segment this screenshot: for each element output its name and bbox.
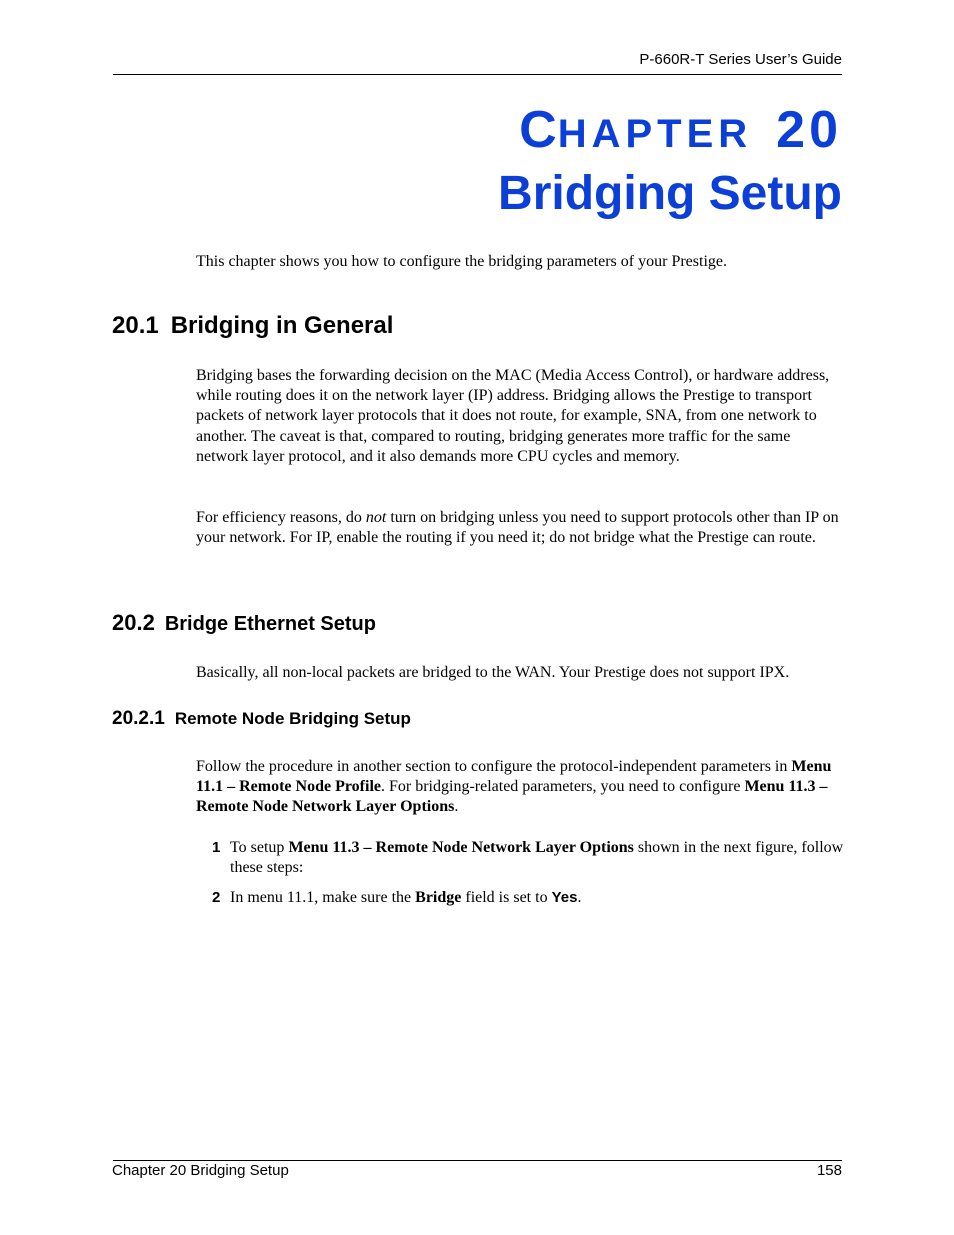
chapter-word-rest: HAPTER: [557, 112, 753, 156]
section-title: Bridge Ethernet Setup: [164, 613, 376, 635]
emphasis-text: not: [365, 509, 387, 526]
section-number: 20.2: [112, 610, 155, 635]
menu-reference: Menu 11.3 – Remote Node Network Layer Options: [288, 839, 634, 856]
bridging-general-paragraph: Bridging bases the forwarding decision on the MAC (Media Access Control), or hardware address, while routing does it on the network layer (IP) address. Bridging allows the Prestige to transport packets of network layer protocols that it does not route, for example, SNA, from one network to another. The caveat is that, compared to routing, bridging generates more traffic for the same network layer protocol, and it also demands more CPU cycles and memory.: [196, 367, 830, 465]
chapter-number: 20: [776, 101, 842, 159]
header-rule: [113, 74, 842, 75]
step-number: 1: [212, 839, 221, 856]
text-run: turn on bridging unless you need to support protocols other than IP on your network. For IP, enable the routing if you need it; do not bridge what the Prestige can route.: [196, 509, 839, 547]
section-number: 20.1: [112, 312, 159, 339]
section-number: 20.2.1: [112, 708, 165, 729]
menu-reference: Menu 11.3 – Remote Node Network Layer Options: [196, 778, 828, 816]
bridge-ethernet-paragraph: Basically, all non-local packets are bridged to the WAN. Your Prestige does not support IPX.: [196, 664, 790, 681]
step-text: [230, 838, 846, 878]
text-run: shown in the next figure, follow these steps:: [230, 839, 844, 877]
remote-node-paragraph: [196, 757, 846, 818]
field-value: Yes: [551, 889, 578, 906]
text-run: .: [577, 889, 582, 906]
text-run: field is set to: [461, 889, 552, 906]
chapter-label: [519, 100, 842, 164]
section-heading-20-2-1: [112, 708, 411, 730]
section-title: Remote Node Bridging Setup: [174, 709, 411, 728]
text-run: Follow the procedure in another section to configure the protocol-independent parameters in: [196, 758, 792, 775]
text-run: For efficiency reasons, do: [196, 509, 366, 526]
intro-paragraph: This chapter shows you how to configure the bridging parameters of your Prestige.: [196, 253, 727, 270]
chapter-word-initial: C: [519, 101, 558, 159]
section-title: Bridging in General: [170, 312, 394, 339]
chapter-title: Bridging Setup: [498, 167, 842, 220]
menu-reference: Menu 11.1 – Remote Node Profile: [196, 758, 832, 796]
text-run: .: [454, 798, 459, 816]
running-header: P-660R-T Series User’s Guide: [639, 51, 842, 68]
text-run: To setup: [230, 839, 289, 856]
field-name: Bridge: [415, 889, 462, 906]
page-number: 158: [816, 1162, 842, 1179]
step-number: 2: [212, 889, 221, 906]
efficiency-paragraph: [196, 508, 846, 548]
step-text: [230, 888, 846, 908]
footer-chapter-title: Chapter 20 Bridging Setup: [112, 1162, 289, 1179]
section-heading-20-2: [112, 610, 376, 636]
footer-rule: [113, 1160, 842, 1161]
text-run: . For bridging-related parameters, you need to configure: [381, 778, 745, 796]
text-run: In menu 11.1, make sure the: [230, 889, 416, 906]
section-heading-20-1: [112, 312, 393, 340]
